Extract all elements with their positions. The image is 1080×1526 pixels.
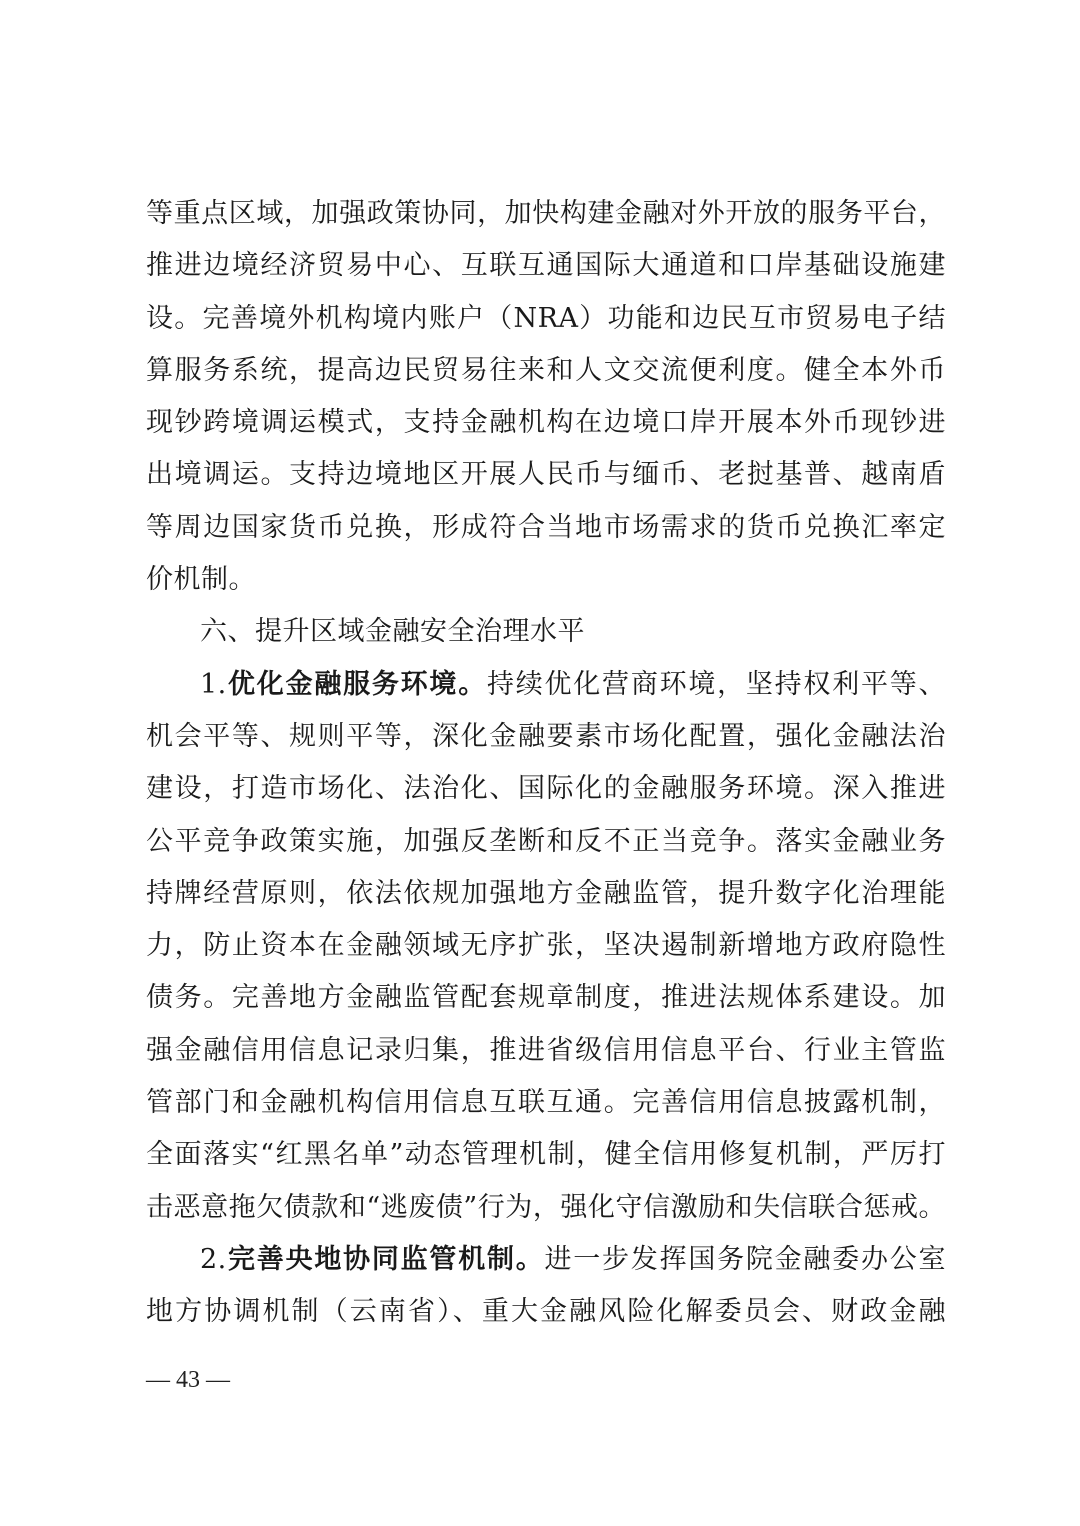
text-line: 等周边国家货币兑换，形成符合当地市场需求的货币兑换汇率定 (146, 511, 946, 543)
text-line: 公平竞争政策实施，加强反垄断和反不正当竞争。落实金融业务 (146, 825, 946, 857)
item-1-text: 持续优化营商环境，坚持权利平等、 (486, 668, 947, 700)
text-line: 推进边境经济贸易中心、互联互通国际大通道和口岸基础设施建 (146, 250, 946, 282)
text-line: 力，防止资本在金融领域无序扩张，坚决遏制新增地方政府隐性 (146, 930, 946, 962)
body-text (146, 188, 946, 1339)
text-line: 击恶意拖欠债款和“逃废债”行为，强化守信激励和失信联合惩戒。 (146, 1191, 946, 1223)
item-2-title: 完善央地协同监管机制。 (226, 1243, 545, 1275)
text-line: 持牌经营原则，依法依规加强地方金融监管，提升数字化治理能 (146, 877, 946, 909)
text-line: 全面落实“红黑名单”动态管理机制，健全信用修复机制，严厉打 (146, 1139, 946, 1171)
text-line: 算服务系统，提高边民贸易往来和人文交流便利度。健全本外币 (146, 354, 946, 386)
text-line: 地方协调机制（云南省）、重大金融风险化解委员会、财政金融 (146, 1296, 946, 1328)
item-1-first-line (146, 659, 946, 711)
text-line: 现钞跨境调运模式，支持金融机构在边境口岸开展本外币现钞进 (146, 407, 946, 439)
text-line: 价机制。 (146, 564, 256, 596)
section-heading: 六、提升区域金融安全治理水平 (200, 616, 585, 648)
text-line: 管部门和金融机构信用信息互联互通。完善信用信息披露机制， (146, 1087, 946, 1119)
text-line: 机会平等、规则平等，深化金融要素市场化配置，强化金融法治 (146, 720, 946, 752)
text-line: 等重点区域，加强政策协同，加快构建金融对外开放的服务平台， (146, 198, 946, 229)
item-1-title: 优化金融服务环境。 (226, 668, 487, 700)
text-line: 债务。完善地方金融监管配套规章制度，推进法规体系建设。加 (146, 982, 946, 1014)
item-1-number: 1. (200, 668, 227, 700)
page-number: — 43 — (146, 1367, 230, 1393)
text-line: 出境调运。支持边境地区开展人民币与缅币、老挝基普、越南盾 (146, 459, 946, 491)
text-line: 设。完善境外机构境内账户（NRA）功能和边民互市贸易电子结 (146, 302, 946, 334)
item-2-number: 2. (200, 1243, 227, 1275)
item-2-text: 进一步发挥国务院金融委办公室 (544, 1243, 947, 1275)
text-line: 强金融信用信息记录归集，推进省级信用信息平台、行业主管监 (146, 1034, 946, 1066)
item-2-first-line (146, 1234, 946, 1286)
text-line: 建设，打造市场化、法治化、国际化的金融服务环境。深入推进 (146, 773, 946, 805)
